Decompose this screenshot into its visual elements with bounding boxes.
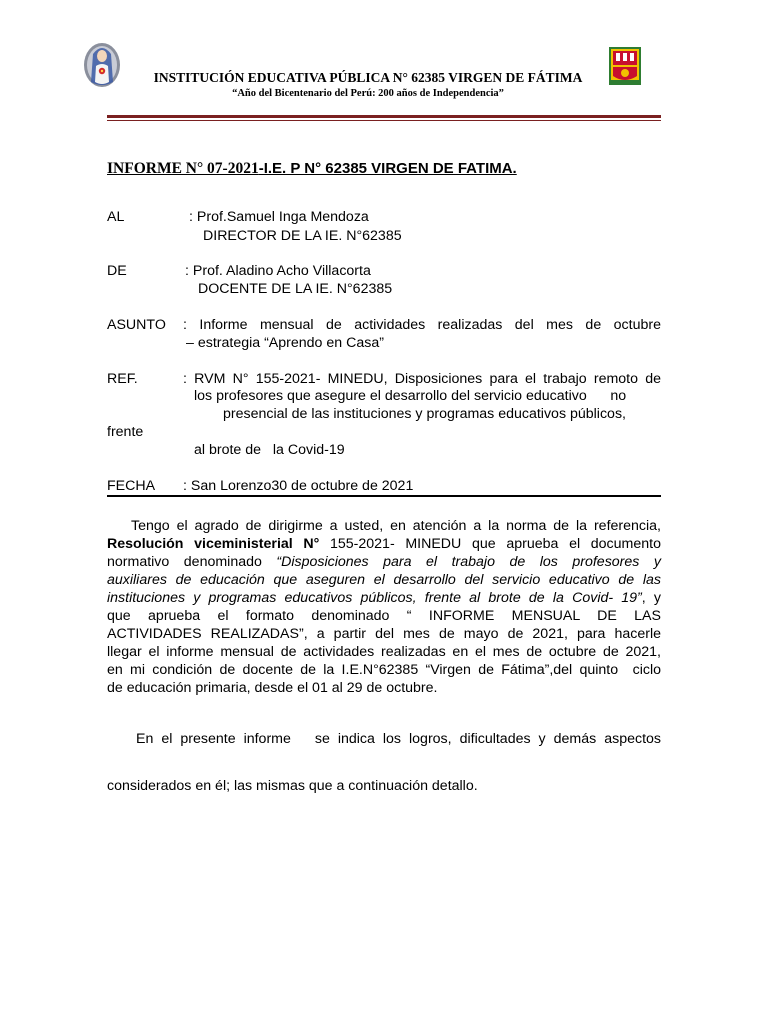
subject-line-2: – estrategia “Aprendo en Casa” [186, 335, 384, 351]
ref-line-4: frente [107, 424, 144, 440]
subject-line-1: : Informe mensual de actividades realizadas del mes de octubre [183, 317, 661, 333]
p1-line: en mi condición de docente de la I.E.N°62385 “Virgen de Fátima”,del quinto ciclo [107, 662, 661, 678]
ref-line-2: los profesores que asegure el desarrollo del servicio educativo no [194, 388, 627, 404]
p1-plain: normativo denominado [107, 554, 277, 570]
resolution-rest: 155-2021- MINEDU que aprueba el documento [319, 536, 661, 552]
date-value: : San Lorenzo30 de octubre de 2021 [183, 478, 414, 494]
subject-label: ASUNTO [107, 317, 166, 333]
ref-line-5: al brote de la Covid-19 [194, 442, 345, 458]
body-paragraph-2-line-2: considerados en él; las mismas que a continuación detallo. [107, 778, 478, 794]
p2-line: En el presente informe se indica los logros, dificultades y demás aspectos [136, 731, 661, 747]
p1-italic: “Disposiciones para el trabajo de los profesores y [276, 554, 661, 570]
ref-line-3: presencial de las instituciones y programas educativos públicos, [223, 406, 626, 422]
p1-plain: , y [641, 590, 661, 606]
header-divider-thick [107, 115, 661, 118]
p1-line [107, 589, 661, 607]
date-label: FECHA [107, 478, 156, 494]
report-title [107, 160, 517, 178]
body-paragraph-2-line-1 [107, 730, 661, 748]
header-divider-thin [107, 120, 661, 121]
p1-line: llegar el informe mensual de actividades realizadas en el mes de octubre de 2021, [107, 644, 661, 660]
ref-line-1: : RVM N° 155-2021- MINEDU, Disposiciones para el trabajo remoto de [183, 371, 661, 387]
resolution-bold: Resolución viceministerial N° [107, 536, 320, 552]
to-label: AL [107, 209, 125, 225]
report-title-school: -I.E. P N° 62385 VIRGEN DE FATIMA. [258, 160, 517, 177]
from-position: DOCENTE DE LA IE. N°62385 [198, 281, 393, 297]
body-paragraph-1 [107, 517, 661, 697]
memo-divider [107, 495, 661, 497]
p1-italic: auxiliares de educación que aseguren el desarrollo del servicio educativo de las [107, 572, 661, 588]
p1-line: Tengo el agrado de dirigirme a usted, en atención a la norma de la referencia, [131, 518, 661, 534]
p1-line [107, 571, 661, 589]
report-title-number: INFORME N° 07-2021 [107, 160, 259, 177]
ref-label: REF. [107, 371, 138, 387]
p1-line: de educación primaria, desde el 01 al 29 de octubre. [107, 680, 438, 696]
from-name: : Prof. Aladino Acho Villacorta [185, 263, 371, 279]
p1-line [107, 553, 661, 571]
p1-line [107, 535, 661, 553]
year-motto: “Año del Bicentenario del Perú: 200 años de Independencia” [232, 88, 504, 99]
p1-line: que aprueba el formato denominado “ INFORME MENSUAL DE LAS [107, 608, 661, 624]
institution-name: INSTITUCIÓN EDUCATIVA PÚBLICA N° 62385 VIRGEN DE FÁTIMA [153, 70, 583, 85]
p1-italic: instituciones y programas educativos públicos, frente al brote de la Covid- 19” [107, 590, 642, 606]
to-name: : Prof.Samuel Inga Mendoza [189, 209, 369, 225]
from-label: DE [107, 263, 127, 279]
to-position: DIRECTOR DE LA IE. N°62385 [203, 228, 402, 244]
p1-line: ACTIVIDADES REALIZADAS”, a partir del mes de mayo de 2021, para hacerle [107, 626, 661, 642]
